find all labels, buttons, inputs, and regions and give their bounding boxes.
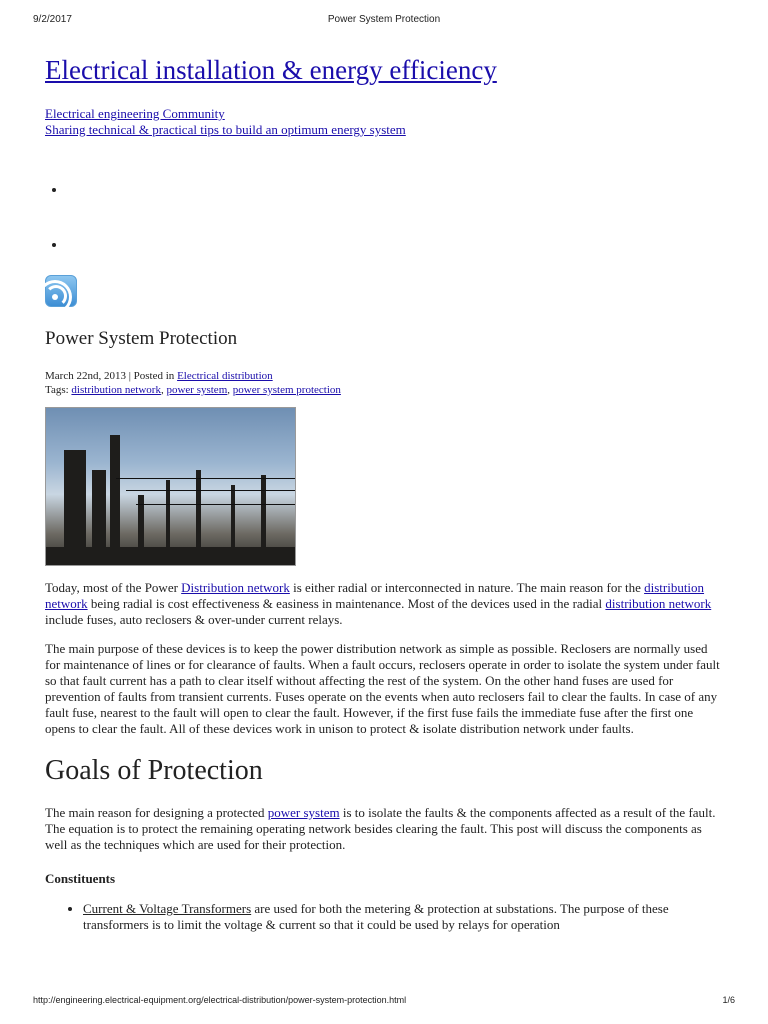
power-system-link[interactable]: power system: [267, 805, 340, 820]
post-category-link[interactable]: Electrical distribution: [177, 370, 273, 382]
post-title: Power System Protection: [45, 328, 238, 349]
tags-label: Tags:: [45, 384, 72, 396]
list-item-text: are used for both the metering & protection at substations. The purpose of these transformers is to limit the voltage & current so that it could be used by relays for operation: [83, 901, 669, 932]
site-tagline: [45, 106, 725, 138]
print-title: Power System Protection: [327, 14, 441, 25]
intro-text: include fuses, auto reclosers & over-under current relays.: [45, 612, 343, 627]
constituents-list: [45, 901, 725, 933]
tagline-community-link[interactable]: Electrical engineering Community: [45, 106, 225, 121]
site-title: [45, 52, 725, 88]
distribution-network-link[interactable]: distribution network: [605, 596, 712, 611]
distribution-network-link[interactable]: Distribution network: [181, 580, 290, 595]
print-header: [33, 14, 735, 28]
nav-bullet: [67, 182, 725, 198]
tag-link[interactable]: power system: [166, 384, 228, 396]
site-title-link[interactable]: Electrical installation & energy efficiency: [45, 55, 497, 85]
print-footer: [33, 995, 735, 1009]
intro-text: being radial is cost effectiveness & easiness in maintenance. Most of the devices used in the radial: [87, 596, 606, 611]
paragraph-goals: [45, 805, 725, 853]
page-number: 1/6: [722, 995, 735, 1005]
empty-nav-list: [45, 182, 725, 253]
list-item: [83, 901, 725, 933]
goals-text: The main reason for designing a protected: [45, 805, 268, 820]
paragraph-intro: [45, 580, 725, 628]
substation-photo: [45, 407, 296, 566]
post-meta: [45, 369, 725, 397]
print-url: http://engineering.electrical-equipment.org/electrical-distribution/power-system-protection.html: [33, 995, 407, 1005]
print-date: 9/2/2017: [33, 14, 72, 25]
post-date: March 22nd, 2013 | Posted in: [45, 370, 178, 382]
distribution-network-link[interactable]: distribution network: [45, 580, 705, 611]
nav-bullet: [67, 237, 725, 253]
transformers-link[interactable]: Current & Voltage Transformers: [83, 901, 252, 916]
post-date-line: [45, 369, 725, 383]
intro-text: Today, most of the Power: [45, 580, 182, 595]
goals-text: is to isolate the faults & the components affected as a result of the fault. The equation is to protect the remaining operating network besides clearing the fault. This post will discuss the components as well as the techniques which are used for their protection.: [45, 805, 716, 852]
intro-text: is either radial or interconnected in nature. The main reason for the: [289, 580, 645, 595]
tag-link[interactable]: power system protection: [232, 384, 341, 396]
tagline-description-link[interactable]: Sharing technical & practical tips to build an optimum energy system: [45, 122, 406, 137]
constituents-heading: Constituents: [45, 871, 116, 886]
paragraph-devices: The main purpose of these devices is to keep the power distribution network as simple as possible. Reclosers are normally used for maintenance of lines or for clearance of faults. When a fault occurs, reclosers operate in order to isolate the system under fault so that fault current has a path to clear itself without affecting the rest of the system. On the other hand fuses are used for prevention of faults from transient currents. Fuses operate on the events when auto reclosers fail to clear the faults. In case of any fault fuse, nearest to the fault will open to clear the fault. However, if the first fuse fails the immediate fuse after the first one opens to clear the fault. All of these devices work in unison to protect & isolate distribution network under faults.: [45, 641, 720, 736]
rss-feed-icon[interactable]: [45, 275, 77, 307]
section-heading-goals: Goals of Protection: [45, 755, 263, 786]
page-content: [45, 52, 725, 933]
tag-link[interactable]: distribution network: [71, 384, 161, 396]
post-tags-line: Tags: distribution network, power system, power system protection: [45, 384, 341, 396]
